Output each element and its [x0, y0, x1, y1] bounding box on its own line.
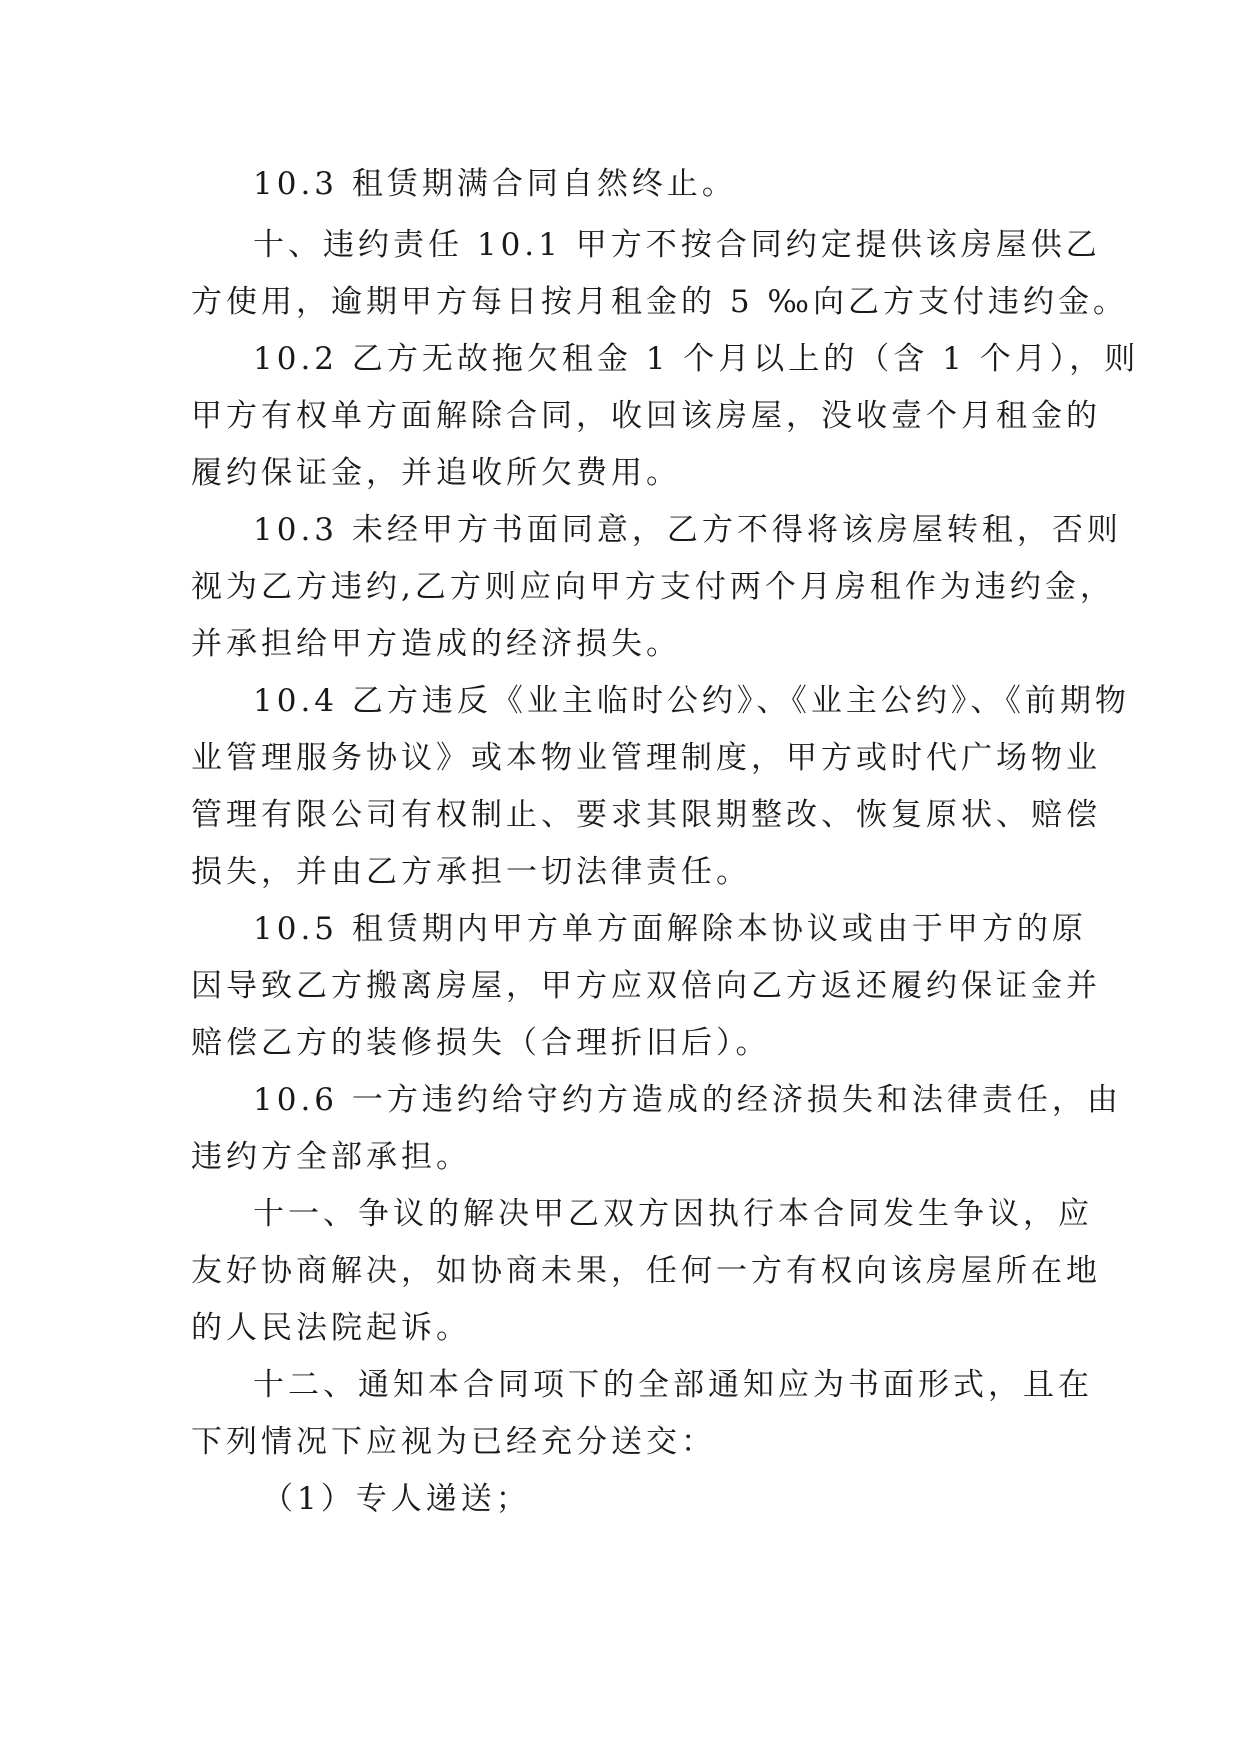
text-line: 下列情况下应视为已经充分送交： — [191, 1424, 716, 1460]
text-line: 10.2 乙方无故拖欠租金 1 个月以上的（含 1 个月），则 — [253, 341, 1140, 377]
text-line: 10.6 一方违约给守约方造成的经济损失和法律责任，由 — [253, 1082, 1122, 1118]
text-line: 视为乙方违约,乙方则应向甲方支付两个月房租作为违约金， — [191, 569, 1115, 605]
text-line: 甲方有权单方面解除合同，收回该房屋，没收壹个月租金的 — [191, 398, 1101, 434]
text-line: 业管理服务协议》或本物业管理制度，甲方或时代广场物业 — [191, 740, 1101, 776]
text-line: 损失，并由乙方承担一切法律责任。 — [191, 854, 751, 890]
text-line: 十二、通知本合同项下的全部通知应为书面形式，且在 — [253, 1367, 1093, 1403]
text-line: 管理有限公司有权制止、要求其限期整改、恢复原状、赔偿 — [191, 797, 1101, 833]
text-line: （1）专人递送； — [262, 1481, 531, 1517]
text-line: 友好协商解决，如协商未果，任何一方有权向该房屋所在地 — [191, 1253, 1101, 1289]
text-line: 10.5 租赁期内甲方单方面解除本协议或由于甲方的原 — [253, 911, 1087, 947]
text-line: 因导致乙方搬离房屋，甲方应双倍向乙方返还履约保证金并 — [191, 968, 1101, 1004]
text-line: 赔偿乙方的装修损失（合理折旧后）。 — [191, 1025, 771, 1061]
text-line: 违约方全部承担。 — [191, 1139, 471, 1175]
text-line: 方使用，逾期甲方每日按月租金的 5 ‰向乙方支付违约金。 — [191, 284, 1129, 320]
text-line: 十一、争议的解决甲乙双方因执行本合同发生争议，应 — [253, 1196, 1093, 1232]
text-line: 并承担给甲方造成的经济损失。 — [191, 626, 681, 662]
text-line: 10.3 租赁期满合同自然终止。 — [253, 166, 737, 202]
text-line: 十、违约责任 10.1 甲方不按合同约定提供该房屋供乙 — [253, 227, 1101, 263]
text-line: 的人民法院起诉。 — [191, 1310, 471, 1346]
text-line: 履约保证金，并追收所欠费用。 — [191, 455, 681, 491]
text-line: 10.3 未经甲方书面同意，乙方不得将该房屋转租，否则 — [253, 512, 1122, 548]
text-line: 10.4 乙方违反《业主临时公约》、《业主公约》、《前期物 — [253, 683, 1130, 719]
